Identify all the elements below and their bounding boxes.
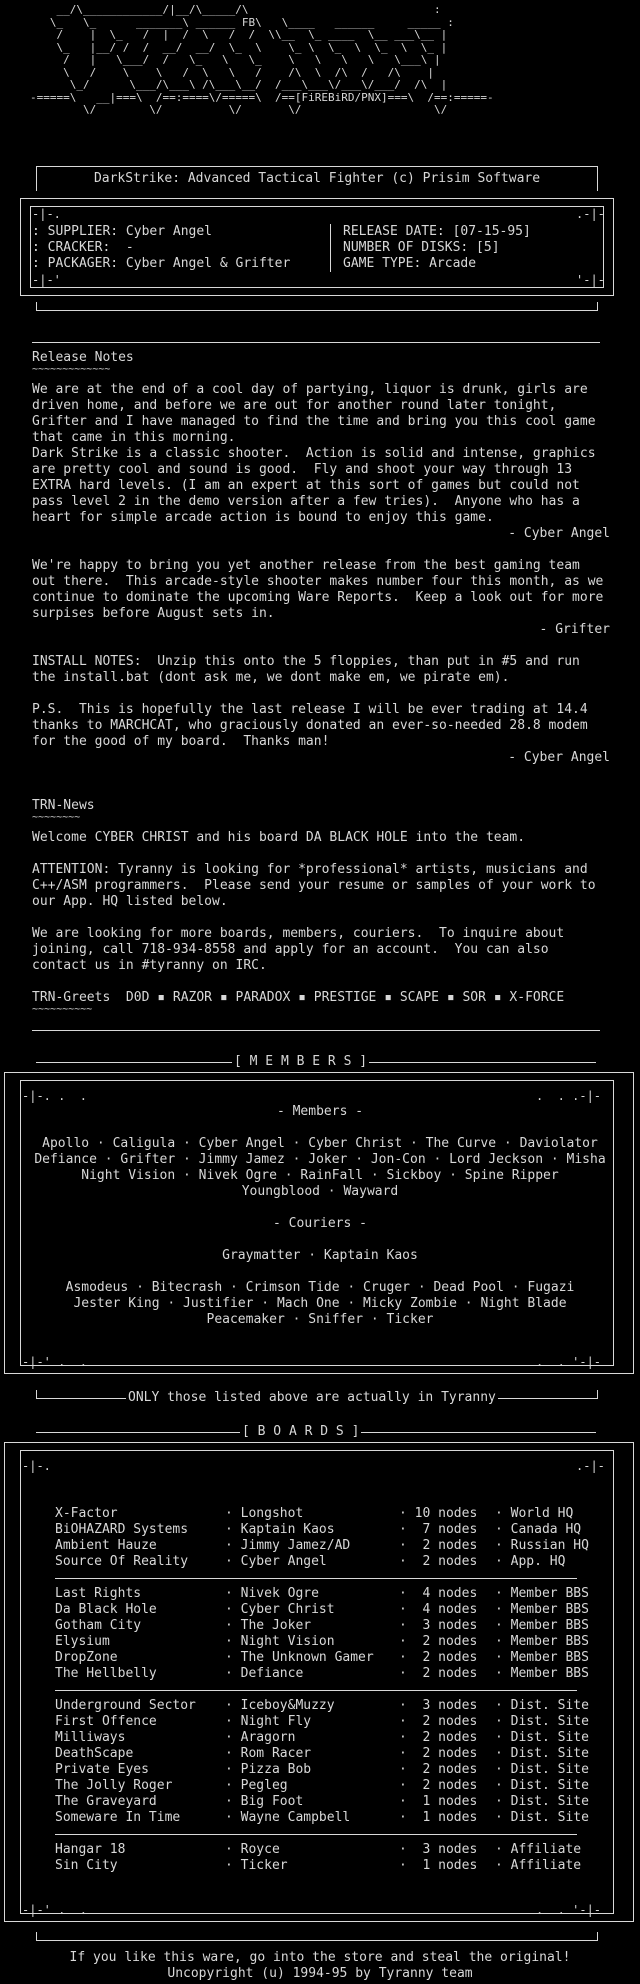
- board-sysop: · Pizza Bob: [225, 1762, 312, 1777]
- board-nodes: · 2 nodes: [399, 1650, 478, 1665]
- board-sysop: · Iceboy&Muzzy: [225, 1698, 335, 1713]
- members-footer: ONLY those listed above are actually in Tyranny: [128, 1390, 496, 1405]
- board-name: Someware In Time: [55, 1810, 181, 1825]
- board-sysop: · Royce: [225, 1842, 280, 1857]
- board-name: BiOHAZARD Systems: [55, 1522, 189, 1537]
- courier-list-line: Asmodeus · Bitecrash · Crimson Tide · Cruger · Dead Pool · Fugazi: [65, 1280, 575, 1295]
- board-name: DropZone: [55, 1650, 118, 1665]
- board-name: The Hellbelly: [55, 1666, 157, 1681]
- board-sysop: · Longshot: [225, 1506, 304, 1521]
- board-sysop: · The Unknown Gamer: [225, 1650, 374, 1665]
- board-sysop: · Rom Racer: [225, 1746, 312, 1761]
- board-status: · Dist. Site: [495, 1778, 589, 1793]
- board-name: Gotham City: [55, 1618, 142, 1633]
- packager: : PACKAGER: Cyber Angel & Grifter: [32, 256, 291, 271]
- board-nodes: · 4 nodes: [399, 1602, 478, 1617]
- board-status: · Dist. Site: [495, 1730, 589, 1745]
- board-sysop: · Defiance: [225, 1666, 304, 1681]
- number-of-disks: NUMBER OF DISKS: [5]: [343, 240, 500, 255]
- board-name: Private Eyes: [55, 1762, 149, 1777]
- board-status: · Member BBS: [495, 1586, 589, 1601]
- boards-group-separator: [55, 1690, 577, 1691]
- separator: [32, 1030, 600, 1031]
- grifter-notes-text: We're happy to bring you yet another release from the best gaming team out there. This arcade-style shooter makes number four this month, as we continue to dominate the upcoming Ware Reports. Keep a look out for more surpises before August sets in.: [32, 558, 612, 621]
- board-sysop: · Pegleg: [225, 1778, 288, 1793]
- board-sysop: · Kaptain Kaos: [225, 1522, 335, 1537]
- board-status: · Dist. Site: [495, 1698, 589, 1713]
- board-name: Sin City: [55, 1858, 118, 1873]
- boards-group-separator: [55, 1578, 577, 1579]
- corner-ornament: '-|-: [576, 273, 605, 287]
- bracket: [36, 302, 598, 311]
- board-status: · Member BBS: [495, 1666, 589, 1681]
- attention-text: ATTENTION: Tyranny is looking for *professional* artists, musicians and C++/ASM programmers. Please send your resume or samples of your work to our App. HQ listed below.: [32, 862, 604, 909]
- board-nodes: · 3 nodes: [399, 1698, 478, 1713]
- board-nodes: · 7 nodes: [399, 1522, 478, 1537]
- board-name: DeathScape: [55, 1746, 134, 1761]
- signature: - Cyber Angel: [508, 526, 610, 541]
- board-status: · Dist. Site: [495, 1762, 589, 1777]
- board-name: Elysium: [55, 1634, 110, 1649]
- board-nodes: · 1 nodes: [399, 1794, 478, 1809]
- heading-underline: ~~~~~~~~~~: [32, 1004, 93, 1015]
- board-sysop: · Ticker: [225, 1858, 288, 1873]
- corner-ornament: .-|-: [576, 207, 605, 221]
- bracket: [36, 1932, 598, 1941]
- board-name: The Jolly Roger: [55, 1778, 173, 1793]
- board-nodes: · 2 nodes: [399, 1730, 478, 1745]
- board-nodes: · 2 nodes: [399, 1746, 478, 1761]
- corner-ornament: -|-' . .: [22, 1903, 88, 1917]
- heading-underline: ~~~~~~~~: [32, 812, 81, 823]
- board-name: First Offence: [55, 1714, 157, 1729]
- board-nodes: · 1 nodes: [399, 1858, 478, 1873]
- courier-list-line: Jester King · Justifier · Mach One · Micky Zombie · Night Blade: [73, 1296, 567, 1311]
- corner-ornament: -|-. . .: [22, 1089, 88, 1103]
- board-nodes: · 2 nodes: [399, 1714, 478, 1729]
- boards-group-separator: [55, 1834, 577, 1835]
- board-status: · Member BBS: [495, 1618, 589, 1633]
- members-label: [ M E M B E R S ]: [234, 1054, 368, 1069]
- board-status: · Member BBS: [495, 1602, 589, 1617]
- board-nodes: · 3 nodes: [399, 1842, 478, 1857]
- tyranny-ascii-logo: __/\____________/|__/\_____/\ : \_ \_ _______\ ______ FB\ \____ ______ _____ : / | \_ / | / \ / / \\__ \_ ____ \__ ___\__ | \_ |__/ / / __/ __/ \_ \ \_ \ \_ \ \_ \ \_ | / | \___/ / \_ \ \_ \ \ \ \ \___\ | \ / \ \ / \ \ / /\ \ /\ / /\ | \_/ \___/\___\ /\___\__/ /___\___\/___\/___/ /\ | -=====\ __|===\ /==:====\/=====\ /==[FiREBiRD/PNX]===\ /==:=====- \/ \/ \/ \/ \/: [30, 4, 494, 116]
- heading-underline: ~~~~~~~~~~~~~: [32, 364, 111, 375]
- board-status: · Dist. Site: [495, 1714, 589, 1729]
- member-list-line: Youngblood · Wayward: [241, 1184, 399, 1199]
- courier-list-line: Graymatter · Kaptain Kaos: [222, 1248, 418, 1263]
- corner-ornament: -|-': [32, 273, 61, 287]
- greets-line: TRN-Greets D0D ▪ RAZOR ▪ PARADOX ▪ PRESTIGE ▪ SCAPE ▪ SOR ▪ X-FORCE: [32, 990, 565, 1005]
- board-status: · Affiliate: [495, 1858, 582, 1873]
- board-name: Underground Sector: [55, 1698, 196, 1713]
- board-status: · Dist. Site: [495, 1810, 589, 1825]
- corner-ornament: .-|-: [576, 1459, 605, 1473]
- board-name: Last Rights: [55, 1586, 142, 1601]
- board-sysop: · Big Foot: [225, 1794, 304, 1809]
- release-notes-heading: Release Notes: [32, 350, 134, 365]
- board-sysop: · Wayne Campbell: [225, 1810, 351, 1825]
- news-heading: TRN-News: [32, 798, 95, 813]
- board-sysop: · Night Vision: [225, 1634, 335, 1649]
- recruiting-text: We are looking for more boards, members, couriers. To inquire about joining, call 718-934-8558 and apply for an account. You can also contact us in #tyranny on IRC.: [32, 926, 573, 973]
- board-sysop: · Nivek Ogre: [225, 1586, 319, 1601]
- board-nodes: · 1 nodes: [399, 1810, 478, 1825]
- board-status: · App. HQ: [495, 1554, 566, 1569]
- release-title: DarkStrike: Advanced Tactical Fighter (c) Prisim Software: [36, 166, 598, 191]
- board-nodes: · 2 nodes: [399, 1778, 478, 1793]
- postscript: P.S. This is hopefully the last release I will be ever trading at 14.4 thanks to MARCHCAT, who graciously donated an ever-so-needed 28.8 modem for the good of my board. Thanks man!: [32, 702, 596, 749]
- game-type: GAME TYPE: Arcade: [343, 256, 477, 271]
- separator: [32, 342, 600, 343]
- board-status: · Member BBS: [495, 1634, 589, 1649]
- release-date: RELEASE DATE: [07-15-95]: [343, 224, 531, 239]
- board-nodes: · 2 nodes: [399, 1634, 478, 1649]
- board-status: · Canada HQ: [495, 1522, 582, 1537]
- supplier: : SUPPLIER: Cyber Angel: [32, 224, 213, 239]
- board-nodes: · 3 nodes: [399, 1618, 478, 1633]
- board-name: Milliways: [55, 1730, 126, 1745]
- boards-label: [ B O A R D S ]: [242, 1424, 360, 1439]
- board-sysop: · Cyber Angel: [225, 1554, 327, 1569]
- footer-line: If you like this ware, go into the store and steal the original!: [69, 1950, 571, 1965]
- board-sysop: · The Joker: [225, 1618, 312, 1633]
- board-name: Ambient Hauze: [55, 1538, 157, 1553]
- release-notes-text: We are at the end of a cool day of partying, liquor is drunk, girls are driven home, and before we are out for another round later tonight, Grifter and I have managed to find the time and bring you this cool game that came in this morning. Dark Strike is a classic shooter. Action is solid and intense, graphics are pretty cool and sound is good. Fly and shoot your way through 13 EXTRA hard levels. (I am an expert at this sort of games but could not pass level 2 in the demo version after a few tries). Anyone who has a heart for simple arcade action is bound to enjoy this game.: [32, 382, 596, 525]
- info-divider: [330, 224, 331, 272]
- member-list-line: Apollo · Caligula · Cyber Angel · Cyber Christ · The Curve · Daviolator: [42, 1136, 598, 1151]
- cracker: : CRACKER: -: [32, 240, 134, 255]
- board-nodes: · 4 nodes: [399, 1586, 478, 1601]
- board-nodes: · 2 nodes: [399, 1538, 478, 1553]
- corner-ornament: -|-.: [32, 207, 61, 221]
- board-status: · Russian HQ: [495, 1538, 589, 1553]
- board-sysop: · Aragorn: [225, 1730, 296, 1745]
- member-list-line: Night Vision · Nivek Ogre · RainFall · Sickboy · Spine Ripper: [81, 1168, 559, 1183]
- board-name: The Graveyard: [55, 1794, 157, 1809]
- signature: - Cyber Angel: [508, 750, 610, 765]
- board-nodes: · 2 nodes: [399, 1762, 478, 1777]
- couriers-heading: - Couriers -: [273, 1216, 367, 1231]
- board-sysop: · Jimmy Jamez/AD: [225, 1538, 351, 1553]
- board-status: · World HQ: [495, 1506, 574, 1521]
- corner-ornament: -|-' . .: [22, 1355, 88, 1369]
- board-name: Da Black Hole: [55, 1602, 157, 1617]
- welcome-text: Welcome CYBER CHRIST and his board DA BLACK HOLE into the team.: [32, 830, 526, 845]
- board-sysop: · Night Fly: [225, 1714, 312, 1729]
- board-status: · Member BBS: [495, 1650, 589, 1665]
- corner-ornament: . . '-|-: [536, 1903, 602, 1917]
- copyright-line: Uncopyright (u) 1994-95 by Tyranny team: [167, 1966, 473, 1981]
- board-status: · Dist. Site: [495, 1794, 589, 1809]
- board-status: · Dist. Site: [495, 1746, 589, 1761]
- corner-ornament: -|-.: [22, 1459, 51, 1473]
- board-name: Hangar 18: [55, 1842, 126, 1857]
- corner-ornament: . . '-|-: [536, 1355, 602, 1369]
- members-heading: - Members -: [276, 1104, 364, 1119]
- board-status: · Affiliate: [495, 1842, 582, 1857]
- corner-ornament: . . .-|-: [536, 1089, 602, 1103]
- board-nodes: · 10 nodes: [399, 1506, 478, 1521]
- member-list-line: Defiance · Grifter · Jimmy Jamez · Joker · Jon-Con · Lord Jeckson · Misha: [34, 1152, 606, 1167]
- install-notes: INSTALL NOTES: Unzip this onto the 5 floppies, than put in #5 and run the install.bat (dont ask me, we dont make em, we pirate em).: [32, 654, 588, 685]
- signature: - Grifter: [539, 622, 610, 637]
- board-name: X-Factor: [55, 1506, 118, 1521]
- board-nodes: · 2 nodes: [399, 1554, 478, 1569]
- courier-list-line: Peacemaker · Sniffer · Ticker: [206, 1312, 434, 1327]
- board-sysop: · Cyber Christ: [225, 1602, 335, 1617]
- board-name: Source Of Reality: [55, 1554, 189, 1569]
- board-nodes: · 2 nodes: [399, 1666, 478, 1681]
